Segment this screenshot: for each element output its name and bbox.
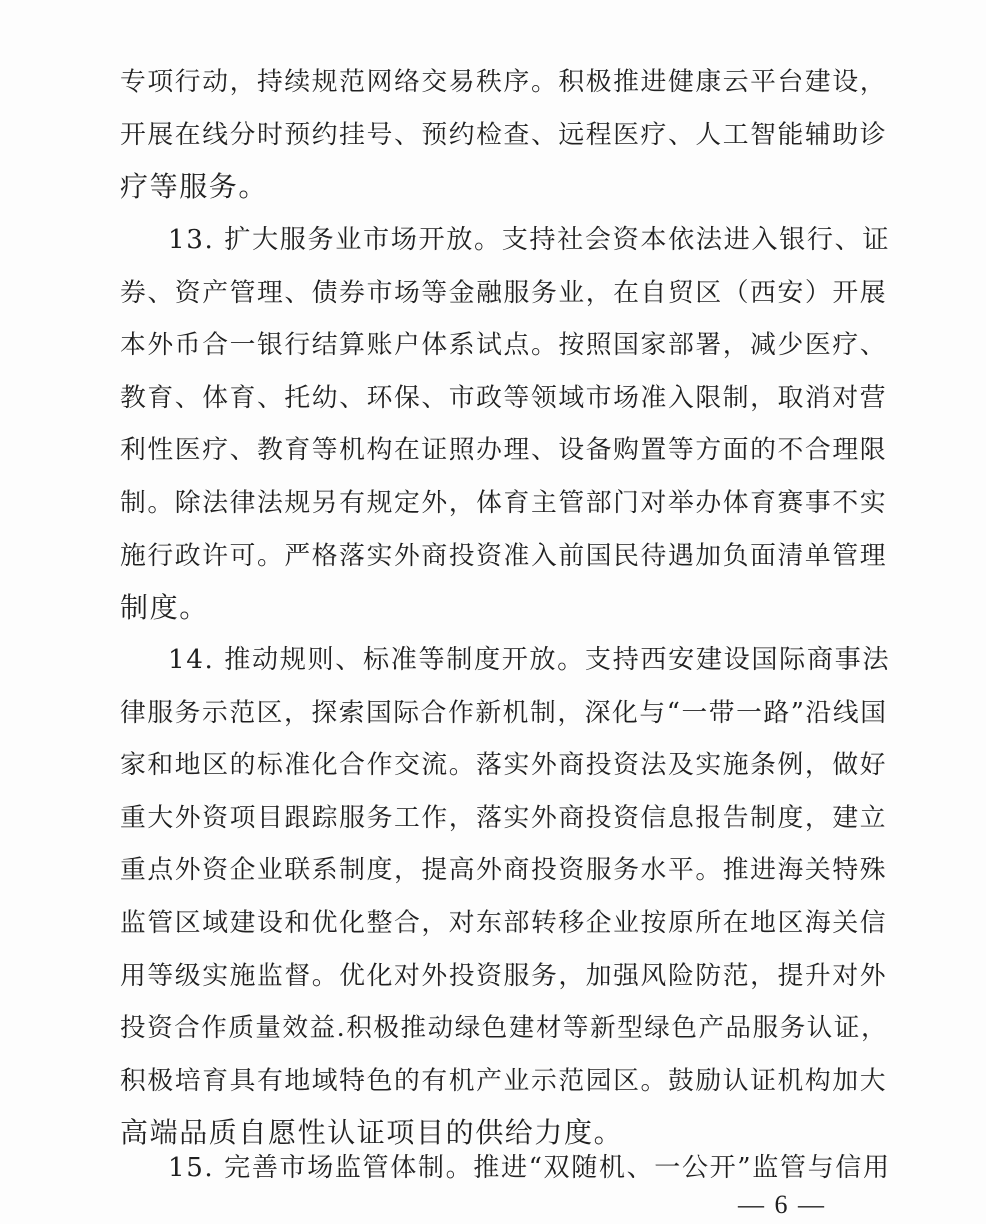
page-number: — 6 —: [738, 1190, 826, 1219]
paragraph-item-14: [120, 634, 891, 1160]
text-line: 制度。: [120, 591, 209, 625]
text-line: 券、资产管理、债券市场等金融服务业，在自贸区（西安）开展: [120, 277, 888, 308]
text-line: 专项行动，持续规范网络交易秩序。积极推进健康云平台建设，: [120, 67, 888, 97]
text-line: 利性医疗、教育等机构在证照办理、设备购置等方面的不合理限: [120, 435, 888, 466]
text-line: 教育、体育、托幼、环保、市政等领域市场准入限制，取消对营: [120, 382, 888, 413]
text-line: 15. 完善市场监管体制。推进“双随机、一公开”监管与信用: [168, 1153, 891, 1183]
text-line: 监管区域建设和优化整合，对东部转移企业按原所在地区海关信: [120, 907, 888, 938]
text-line: 用等级实施监督。优化对外投资服务，加强风险防范，提升对外: [120, 960, 888, 991]
text-line: 制。除法律法规另有规定外，体育主管部门对举办体育赛事不实: [120, 487, 888, 518]
text-line: 律服务示范区，探索国际合作新机制，深化与“一带一路”沿线国: [120, 697, 888, 728]
text-line: 家和地区的标准化合作交流。落实外商投资法及实施条例，做好: [120, 750, 888, 781]
text-line: 投资合作质量效益.积极推动绿色建材等新型绿色产品服务认证，: [120, 1013, 889, 1044]
text-line: 高端品质自愿性认证项目的供给力度。: [120, 1116, 624, 1150]
text-line: 14. 推动规则、标准等制度开放。支持西安建设国际商事法: [168, 645, 891, 675]
text-line: 重点外资企业联系制度，提高外商投资服务水平。推进海关特殊: [120, 855, 888, 886]
text-line: 重大外资项目跟踪服务工作，落实外商投资信息报告制度，建立: [120, 802, 888, 833]
paragraph-item-15: [120, 1142, 891, 1195]
text-line: 施行政许可。严格落实外商投资准入前国民待遇加负面清单管理: [120, 540, 888, 571]
text-line: 开展在线分时预约挂号、预约检查、远程医疗、人工智能辅助诊: [120, 119, 888, 150]
paragraph-item-13: [120, 214, 891, 635]
text-line: 本外币合一银行结算账户体系试点。按照国家部署，减少医疗、: [120, 330, 888, 361]
text-line: 13. 扩大服务业市场开放。支持社会资本依法进入银行、证: [168, 225, 891, 255]
text-line: 疗等服务。: [120, 170, 269, 204]
paragraph-continued: [120, 56, 886, 214]
text-line: 积极培育具有地域特色的有机产业示范园区。鼓励认证机构加大: [120, 1065, 888, 1096]
